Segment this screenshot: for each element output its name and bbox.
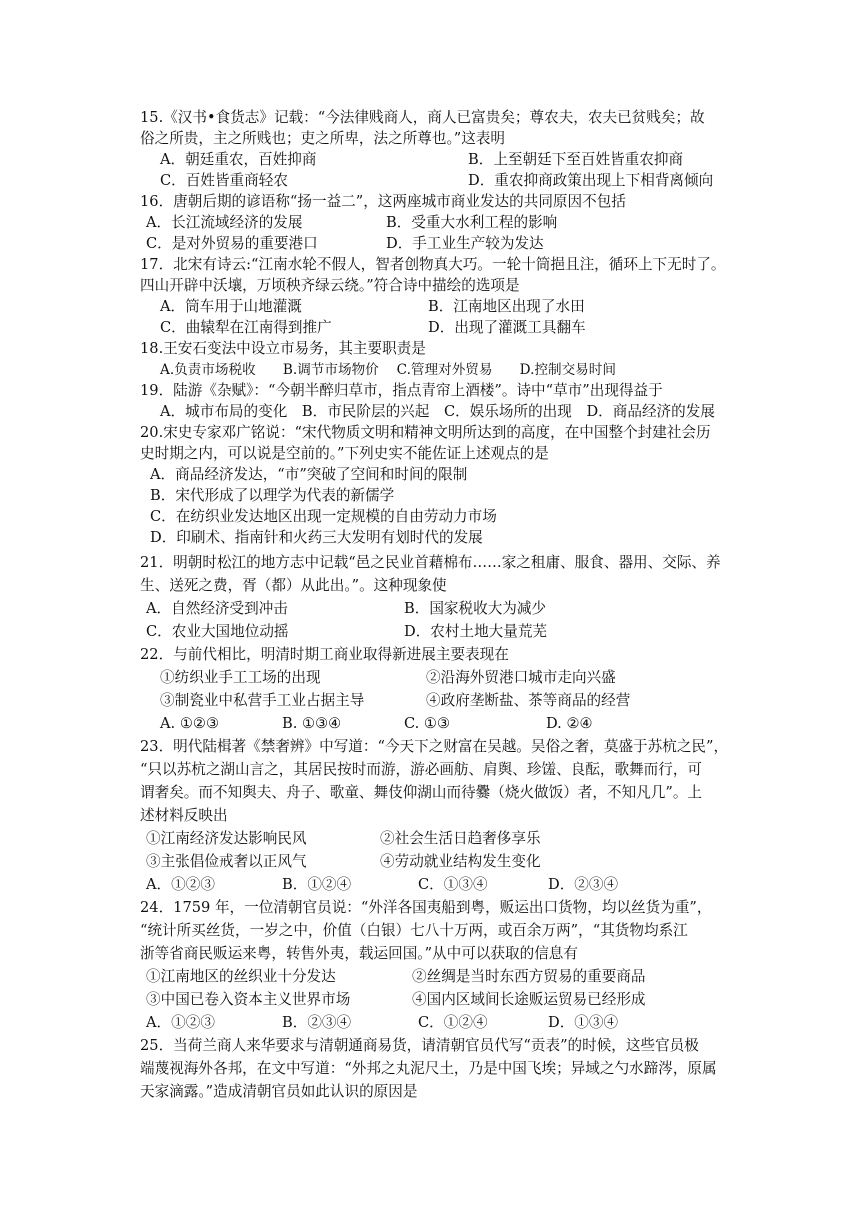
q16-option-c: C．是对外贸易的重要港口 [146,235,318,252]
q15-option-b: B．上至朝廷下至百姓皆重农抑商 [468,151,684,168]
q24-option-a: A．①②③ [146,1014,215,1031]
q22-option-c: C. ①③ [404,715,451,732]
q22-option-b: B. ①③④ [282,715,342,732]
q22-stem-line1: 22．与前代相比，明清时期工商业取得新进展主要表现在 [140,646,509,663]
q20-stem-line2: 史时期之内，可以说是空前的。”下列史实不能佐证上述观点的是 [140,445,549,462]
q21-stem-line2: 生、送死之费，胥（都）从此出。”。这种现象使 [140,577,447,594]
q24-stem-line1: 24．1759 年，一位清朝官员说：“外洋各国夷船到粤，贩运出口货物，均以丝货为重”， [140,899,712,916]
q23-stem-line3: 谓奢矣。而不知舆夫、舟子、歌童、舞伎仰湖山而待爨（烧火做饭）者，不知凡几”。上 [140,784,703,801]
q25-stem-line1: 25．当荷兰商人来华要求与清朝通商易货，请清朝官员代写“贡表”的时候，这些官员极 [140,1037,699,1054]
q24-statement-3: ③中国已卷入资本主义世界市场 [146,991,351,1008]
q24-option-b: B．②③④ [282,1014,352,1031]
q22-statement-3: ③制瓷业中私营手工业占据主导 [160,692,365,709]
q24-stem-line2: “统计所买丝货，一岁之中，价值（白银）七八十万两，或百余万两”，“其货物均系江 [140,922,688,939]
q21-stem-line1: 21．明朝时松江的地方志中记载“邑之民业首藉棉布……家之租庸、服食、器用、交际、养 [140,554,721,571]
q23-stem-line1: 23．明代陆楫著《禁奢辨》中写道：“今天下之财富在吴越。吴俗之奢，莫盛于苏杭之民”， [140,738,729,755]
q18-options: A.负责市场税收 B.调节市场物价 C.管理对外贸易 D.控制交易时间 [160,362,616,378]
q17-option-d: D．出现了灌溉工具翻车 [428,319,586,336]
q15-option-d: D．重农抑商政策出现上下相背离倾向 [468,172,714,189]
q21-option-d: D．农村土地大量荒芜 [404,623,548,640]
q24-statement-4: ④国内区域间长途贩运贸易已经形成 [412,991,646,1008]
q21-option-b: B．国家税收大为减少 [404,600,547,617]
q24-stem-line3: 浙等省商民贩运来粤，转售外夷，载运回国。”从中可以获取的信息有 [140,945,578,962]
q23-stem-line4: 述材料反映出 [140,807,228,824]
q24-statement-1: ①江南地区的丝织业十分发达 [146,968,336,985]
q18-stem-line1: 18.王安石变法中设立市易务，其主要职责是 [140,340,426,357]
q25-stem-line2: 端蔑视海外各邦，在文中写道：“外邦之丸泥尺土，乃是中国飞埃；异域之勺水蹄涔，原属 [140,1060,717,1077]
q19-options: A．城市布局的变化 B．市民阶层的兴起 C．娱乐场所的出现 D．商品经济的发展 [160,403,715,420]
q25-stem-line3: 天家滴露。”造成清朝官员如此认识的原因是 [140,1083,418,1100]
q23-statement-4: ④劳动就业结构发生变化 [380,853,541,870]
q23-option-b: B．①②④ [282,876,352,893]
q23-option-c: C．①③④ [418,876,488,893]
q16-option-a: A．长江流域经济的发展 [146,214,303,231]
q23-statement-2: ②社会生活日趋奢侈享乐 [380,830,541,847]
q17-stem-line1: 17．北宋有诗云:“江南水轮不假人，智者创物真大巧。一轮十筒挹且注，循环上下无时了。 [140,256,726,273]
q15-option-c: C．百姓皆重商轻农 [160,172,288,189]
q22-statement-2: ②沿海外贸港口城市走向兴盛 [426,669,616,686]
q21-option-c: C．农业大国地位动摇 [146,623,289,640]
q20-stem-line1: 20.宋史专家邓广铭说：“宋代物质文明和精神文明所达到的高度，在中国整个封建社会历 [140,424,711,441]
q16-option-d: D．手工业生产较为发达 [386,235,544,252]
q15-stem-line1: 15.《汉书•食货志》记载：“今法律贱商人，商人已富贵矣；尊农夫，农夫已贫贱矣；故 [140,109,705,126]
q24-option-d: D．①③④ [548,1014,619,1031]
q20-option-c: C．在纺织业发达地区出现一定规模的自由劳动力市场 [150,508,497,525]
q17-option-b: B．江南地区出现了水田 [428,298,585,315]
q21-option-a: A．自然经济受到冲击 [146,600,288,617]
q17-option-c: C．曲辕犁在江南得到推广 [160,319,332,336]
q23-stem-line2: “只以苏杭之湖山言之，其居民按时而游，游必画舫、肩舆、珍馐、良酝，歌舞而行，可 [140,761,703,778]
q22-statement-4: ④政府垄断盐、茶等商品的经营 [426,692,631,709]
q16-stem-line1: 16．唐朝后期的谚语称“扬一益二”，这两座城市商业发达的共同原因不包括 [140,193,626,210]
q15-option-a: A．朝廷重农，百姓抑商 [160,151,317,168]
q23-option-d: D．②③④ [548,876,619,893]
q19-stem-line1: 19．陆游《杂赋》：“今朝半醉归草市，指点青帘上酒楼”。诗中“草市”出现得益于 [140,382,663,399]
q16-option-b: B．受重大水利工程的影响 [386,214,558,231]
q22-option-a: A. ①②③ [160,715,220,732]
q20-option-a: A．商品经济发达，“市”突破了空间和时间的限制 [150,466,468,483]
q23-option-a: A．①②③ [146,876,215,893]
q23-statement-3: ③主张倡俭戒奢以正风气 [146,853,307,870]
q15-stem-line2: 俗之所贵，主之所贱也；吏之所卑，法之所尊也。”这表明 [140,130,506,147]
q20-option-d: D．印刷术、指南针和火药三大发明有划时代的发展 [150,529,483,546]
q24-option-c: C．①②④ [418,1014,488,1031]
q17-stem-line2: 四山开辟中沃壤，万顷秧齐绿云绕。”符合诗中描绘的选项是 [140,277,520,294]
q17-option-a: A．筒车用于山地灌溉 [160,298,302,315]
q22-statement-1: ①纺织业手工工场的出现 [160,669,321,686]
q24-statement-2: ②丝绸是当时东西方贸易的重要商品 [412,968,646,985]
q20-option-b: B．宋代形成了以理学为代表的新儒学 [150,487,395,504]
q22-option-d: D. ②④ [546,715,593,732]
q23-statement-1: ①江南经济发达影响民风 [146,830,307,847]
